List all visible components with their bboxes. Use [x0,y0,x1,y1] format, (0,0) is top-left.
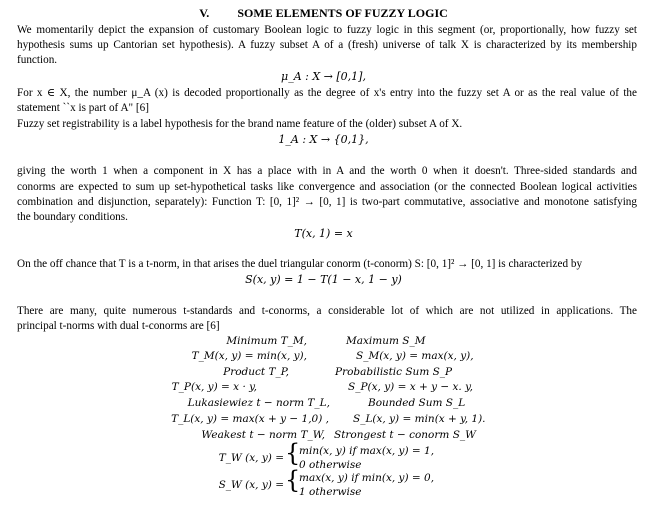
tconorm-maximum-label: Maximum S_M [346,335,426,347]
membership-equation: μ_A : X → [0,1], [281,70,366,83]
para4-line-3: combination and disjunction, separately): Function T: [0, 1]² → [0, 1] is two-part commutative, associative and monotone satisfying [17,196,637,208]
tconorm-maximum-formula: S_M(x, y) = max(x, y), [356,350,474,362]
tconorm-strongest-label: Strongest t − conorm S_W [334,429,476,441]
para1-line-1: We momentarily depict the expansion of customary Boolean logic to fuzzy logic in this segment (or, proportionally, how fuzzy set [17,24,637,36]
tnorm-weakest-label: Weakest t − norm T_W, [201,429,325,441]
tnorm-product-formula: T_P(x, y) = x · y, [171,381,257,393]
para4-line-1: giving the worth 1 when a component in X has a place with in A and the worth 0 when it doesn't. Three-sided standards and [17,165,637,177]
tw-case-1: min(x, y) if max(x, y) = 1, [299,445,435,457]
tw-lhs: T_W (x, y) = [218,452,284,464]
tconorm-bounded-label: Bounded Sum S_L [368,397,466,409]
section-heading [0,6,647,20]
para4-line-4: the boundary conditions. [17,211,128,223]
para2-line-1: For x ∈ X, the number μ_A (x) is decoded proportionally as the degree of x's entry into the fuzzy set A or as the real value of the [17,87,637,99]
para3: Fuzzy set registrability is a label hypothesis for the brand name feature of the (older) subset A of X. [17,118,463,130]
tw-case-2: 0 otherwise [299,459,362,471]
para1-line-3: function. [17,54,58,66]
tconorm-probabilistic-label: Probabilistic Sum S_P [335,366,453,378]
para2-line-2: statement ``x is part of A" [6] [17,102,149,114]
sw-case-1: max(x, y) if min(x, y) = 0, [299,472,435,484]
tnorm-product-label: Product T_P, [223,366,289,378]
para4-line-2: conorms are expected to sum up set-hypothetical tasks like convergence and association (or the connected Boolean logical activities [17,181,637,193]
para1-line-2: hypothesis sums up Cantorian set hypothesis). A fuzzy subset A of a (fresh) universe of talk X is characterized by its membership [17,39,637,51]
section-title: SOME ELEMENTS OF FUZZY LOGIC [237,6,448,20]
sw-case-2: 1 otherwise [299,486,362,498]
para6-line-2: principal t-norms with dual t-conorms are [6] [17,320,220,332]
tconorm-probabilistic-formula: S_P(x, y) = x + y − x. y, [348,381,473,393]
boundary-equation: T(x, 1) = x [294,227,353,240]
tw-brace-icon: { [285,439,301,467]
conorm-equation: S(x, y) = 1 − T(1 − x, 1 − y) [245,273,402,286]
section-number: V. [199,6,210,20]
tnorm-lukasiewicz-formula: T_L(x, y) = max(x + y − 1,0) , [171,413,329,425]
sw-brace-icon: { [285,466,301,494]
tnorm-minimum-formula: T_M(x, y) = min(x, y), [191,350,307,362]
tnorm-lukasiewicz-label: Lukasiewiez t − norm T_L, [187,397,330,409]
tnorm-minimum-label: Minimum T_M, [226,335,307,347]
para6-line-1: There are many, quite numerous t-standards and t-conorms, a considerable lot of which are not utilized in applications. The [17,305,637,317]
para5: On the off chance that T is a t-norm, in that arises the duel triangular conorm (t-conorm) S: [0, 1]² → [0, 1] is characterized by [17,258,583,270]
tconorm-bounded-formula: S_L(x, y) = min(x + y, 1). [353,413,486,425]
sw-lhs: S_W (x, y) = [218,479,284,491]
indicator-equation: 1_A : X → {0,1}, [278,133,369,146]
